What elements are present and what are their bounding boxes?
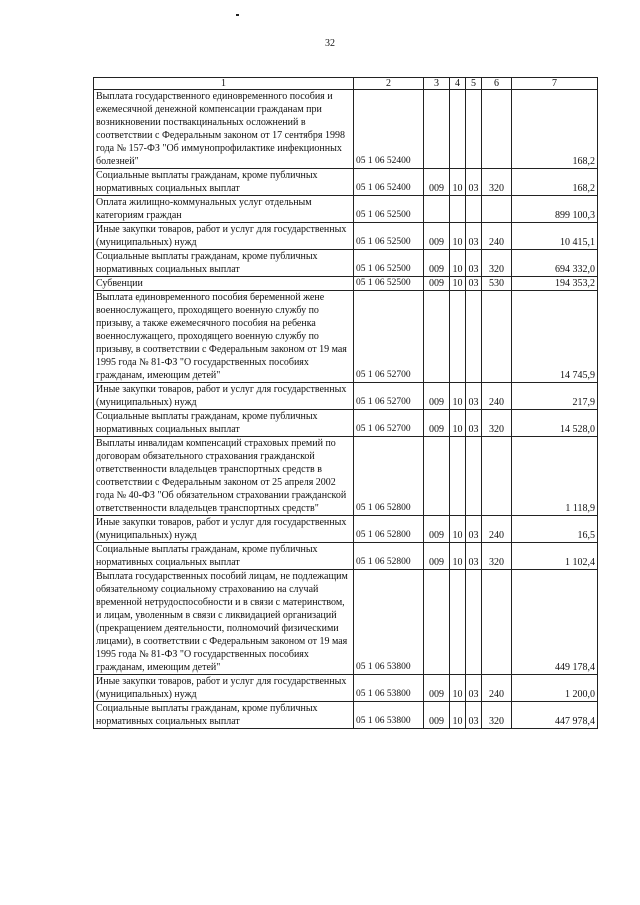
section-cell: 10: [450, 383, 466, 410]
header-cell: 3: [424, 78, 450, 90]
ministry-code-cell: [424, 196, 450, 223]
subsection-cell: 03: [466, 277, 482, 291]
target-code-cell: 05 1 06 52700: [354, 410, 424, 437]
expense-type-cell: 320: [482, 410, 512, 437]
table-row: [94, 250, 598, 277]
target-code-cell: 05 1 06 52400: [354, 169, 424, 196]
ministry-code-cell: 009: [424, 702, 450, 729]
amount-cell: 14 745,9: [512, 291, 598, 383]
subsection-cell: [466, 196, 482, 223]
amount-cell: 10 415,1: [512, 223, 598, 250]
subsection-cell: 03: [466, 543, 482, 570]
subsection-cell: 03: [466, 383, 482, 410]
row-name-cell: Выплата государственного единовременного пособия и ежемесячной денежной компенсации гражданам при возникновении поствакцинальных осложнений в соответствии с Федеральным законом от 17 сентября 1998 года № 157-ФЗ "Об иммунопрофилактике инфекционных болезней": [94, 90, 354, 169]
stray-mark: [236, 14, 239, 16]
row-name-cell: Социальные выплаты гражданам, кроме публичных нормативных социальных выплат: [94, 702, 354, 729]
target-code-cell: 05 1 06 52500: [354, 250, 424, 277]
target-code-cell: 05 1 06 52500: [354, 223, 424, 250]
section-cell: 10: [450, 516, 466, 543]
section-cell: 10: [450, 675, 466, 702]
header-cell: 6: [482, 78, 512, 90]
target-code-cell: 05 1 06 52500: [354, 277, 424, 291]
section-cell: 10: [450, 702, 466, 729]
subsection-cell: [466, 437, 482, 516]
section-cell: [450, 90, 466, 169]
expense-type-cell: 320: [482, 250, 512, 277]
amount-cell: 1 118,9: [512, 437, 598, 516]
expense-type-cell: 320: [482, 702, 512, 729]
amount-cell: 1 102,4: [512, 543, 598, 570]
ministry-code-cell: [424, 90, 450, 169]
table-row: [94, 196, 598, 223]
section-cell: [450, 196, 466, 223]
row-name-cell: Социальные выплаты гражданам, кроме публичных нормативных социальных выплат: [94, 410, 354, 437]
header-cell: 2: [354, 78, 424, 90]
expense-type-cell: 530: [482, 277, 512, 291]
row-name-cell: Выплата единовременного пособия беременной жене военнослужащего, проходящего военную службу по призыву, а также ежемесячного пособия на ребенка военнослужащего, проходящего военную службу по призыву, в соответствии с Федеральным законом от 19 мая 1995 года № 81-ФЗ "О государственных пособиях гражданам, имеющим детей": [94, 291, 354, 383]
subsection-cell: 03: [466, 223, 482, 250]
row-name-cell: Иные закупки товаров, работ и услуг для государственных (муниципальных) нужд: [94, 675, 354, 702]
section-cell: 10: [450, 543, 466, 570]
section-cell: 10: [450, 223, 466, 250]
subsection-cell: [466, 90, 482, 169]
target-code-cell: 05 1 06 52800: [354, 543, 424, 570]
section-cell: [450, 437, 466, 516]
expense-type-cell: 240: [482, 383, 512, 410]
expense-type-cell: [482, 291, 512, 383]
expense-type-cell: [482, 570, 512, 675]
table-row: [94, 702, 598, 729]
expense-type-cell: 240: [482, 223, 512, 250]
row-name-cell: Оплата жилищно-коммунальных услуг отдельным категориям граждан: [94, 196, 354, 223]
ministry-code-cell: 009: [424, 516, 450, 543]
ministry-code-cell: 009: [424, 277, 450, 291]
section-cell: 10: [450, 169, 466, 196]
row-name-cell: Выплаты инвалидам компенсаций страховых премий по договорам обязательного страхования гражданской ответственности владельцев транспортных средств в соответствии с Федеральным законом от 25 апреля 2002 года № 40-ФЗ "Об обязательном страховании гражданской ответственности владельцев транспортных средств": [94, 437, 354, 516]
subsection-cell: 03: [466, 516, 482, 543]
subsection-cell: 03: [466, 702, 482, 729]
header-cell: 4: [450, 78, 466, 90]
subsection-cell: 03: [466, 410, 482, 437]
table-row: [94, 90, 598, 169]
target-code-cell: 05 1 06 52800: [354, 437, 424, 516]
expense-type-cell: [482, 196, 512, 223]
page-number: 32: [325, 38, 335, 49]
section-cell: [450, 291, 466, 383]
amount-cell: 14 528,0: [512, 410, 598, 437]
amount-cell: 1 200,0: [512, 675, 598, 702]
header-row: [94, 78, 598, 90]
target-code-cell: 05 1 06 52800: [354, 516, 424, 543]
ministry-code-cell: 009: [424, 675, 450, 702]
subsection-cell: [466, 570, 482, 675]
row-name-cell: Иные закупки товаров, работ и услуг для государственных (муниципальных) нужд: [94, 223, 354, 250]
table-row: [94, 570, 598, 675]
target-code-cell: 05 1 06 52700: [354, 383, 424, 410]
header-cell: 5: [466, 78, 482, 90]
table-row: [94, 277, 598, 291]
target-code-cell: 05 1 06 53800: [354, 702, 424, 729]
header-cell: 7: [512, 78, 598, 90]
expense-type-cell: 240: [482, 516, 512, 543]
table-row: [94, 169, 598, 196]
subsection-cell: [466, 291, 482, 383]
expense-type-cell: 320: [482, 169, 512, 196]
section-cell: 10: [450, 277, 466, 291]
amount-cell: 194 353,2: [512, 277, 598, 291]
amount-cell: 168,2: [512, 169, 598, 196]
ministry-code-cell: 009: [424, 250, 450, 277]
row-name-cell: Выплата государственных пособий лицам, не подлежащим обязательному социальному страхованию на случай временной нетрудоспособности и в связи с материнством, и лицам, уволенным в связи с ликвидацией организаций (прекращением деятельности, полномочий физическими лицами), в соответствии с Федеральным законом от 19 мая 1995 года № 81-ФЗ "О государственных пособиях гражданам, имеющим детей": [94, 570, 354, 675]
table-row: [94, 223, 598, 250]
amount-cell: 694 332,0: [512, 250, 598, 277]
table-row: [94, 516, 598, 543]
target-code-cell: 05 1 06 52400: [354, 90, 424, 169]
expense-type-cell: [482, 90, 512, 169]
table-row: [94, 383, 598, 410]
table-body: [94, 78, 598, 729]
ministry-code-cell: 009: [424, 410, 450, 437]
header-cell: 1: [94, 78, 354, 90]
amount-cell: 899 100,3: [512, 196, 598, 223]
target-code-cell: 05 1 06 53800: [354, 570, 424, 675]
target-code-cell: 05 1 06 52700: [354, 291, 424, 383]
section-cell: [450, 570, 466, 675]
amount-cell: 217,9: [512, 383, 598, 410]
row-name-cell: Иные закупки товаров, работ и услуг для государственных (муниципальных) нужд: [94, 516, 354, 543]
row-name-cell: Иные закупки товаров, работ и услуг для государственных (муниципальных) нужд: [94, 383, 354, 410]
ministry-code-cell: 009: [424, 383, 450, 410]
amount-cell: 16,5: [512, 516, 598, 543]
row-name-cell: Социальные выплаты гражданам, кроме публичных нормативных социальных выплат: [94, 169, 354, 196]
budget-table: [93, 77, 598, 729]
ministry-code-cell: [424, 437, 450, 516]
section-cell: 10: [450, 410, 466, 437]
row-name-cell: Субвенции: [94, 277, 354, 291]
ministry-code-cell: [424, 291, 450, 383]
table-row: [94, 675, 598, 702]
table-row: [94, 291, 598, 383]
section-cell: 10: [450, 250, 466, 277]
amount-cell: 168,2: [512, 90, 598, 169]
ministry-code-cell: 009: [424, 169, 450, 196]
target-code-cell: 05 1 06 52500: [354, 196, 424, 223]
row-name-cell: Социальные выплаты гражданам, кроме публичных нормативных социальных выплат: [94, 250, 354, 277]
subsection-cell: 03: [466, 250, 482, 277]
target-code-cell: 05 1 06 53800: [354, 675, 424, 702]
expense-type-cell: 320: [482, 543, 512, 570]
table-row: [94, 437, 598, 516]
amount-cell: 447 978,4: [512, 702, 598, 729]
table-row: [94, 543, 598, 570]
subsection-cell: 03: [466, 169, 482, 196]
expense-type-cell: [482, 437, 512, 516]
expense-type-cell: 240: [482, 675, 512, 702]
amount-cell: 449 178,4: [512, 570, 598, 675]
ministry-code-cell: 009: [424, 543, 450, 570]
ministry-code-cell: 009: [424, 223, 450, 250]
ministry-code-cell: [424, 570, 450, 675]
subsection-cell: 03: [466, 675, 482, 702]
table-row: [94, 410, 598, 437]
row-name-cell: Социальные выплаты гражданам, кроме публичных нормативных социальных выплат: [94, 543, 354, 570]
